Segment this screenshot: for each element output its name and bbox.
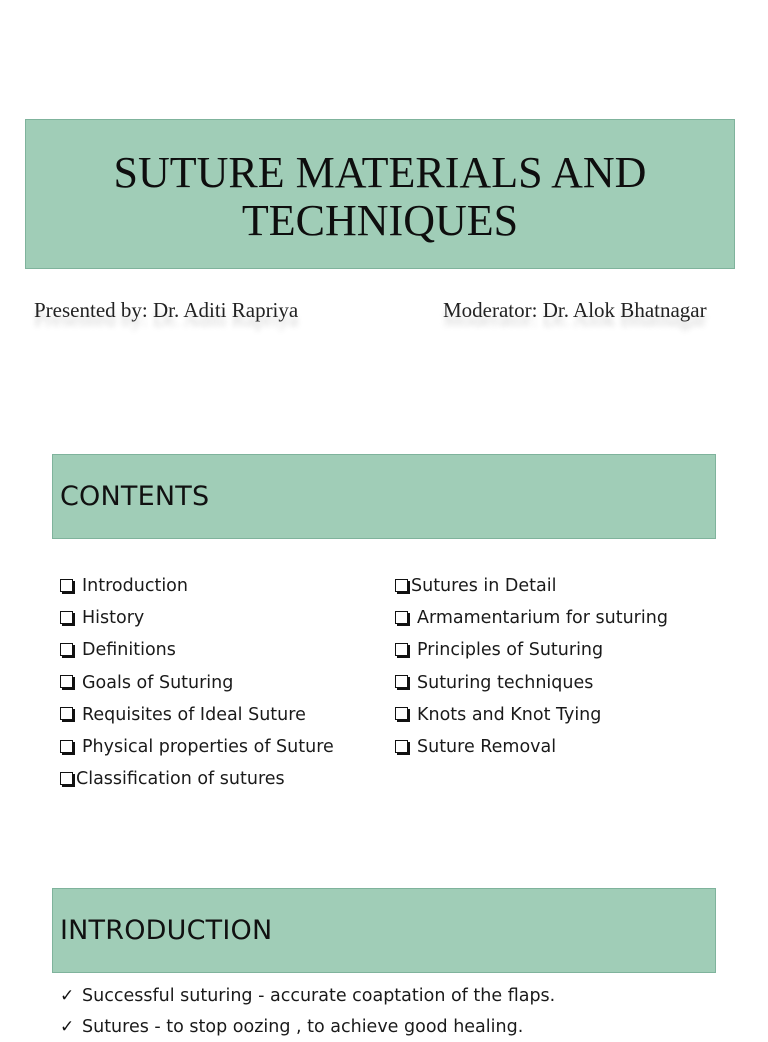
title-banner xyxy=(25,119,735,269)
list-item: Suturing techniques xyxy=(395,667,668,699)
checkbox-square-icon xyxy=(60,675,73,688)
list-item: Armamentarium for suturing xyxy=(395,602,668,634)
introduction-heading: INTRODUCTION xyxy=(60,915,273,946)
contents-list-right xyxy=(395,570,668,763)
list-item: Classification of sutures xyxy=(60,763,334,795)
list-item: Requisites of Ideal Suture xyxy=(60,699,334,731)
slide-title: SUTURE MATERIALS AND TECHNIQUES xyxy=(113,148,647,245)
contents-heading: CONTENTS xyxy=(60,481,210,512)
checkbox-square-icon xyxy=(60,611,73,624)
list-item: ✓ Successful suturing - accurate coaptation of the flaps. xyxy=(60,985,556,1006)
checkbox-square-icon xyxy=(60,772,73,785)
contents-header-bar xyxy=(52,454,716,539)
list-item: Knots and Knot Tying xyxy=(395,699,668,731)
checkbox-square-icon xyxy=(395,675,408,688)
checkbox-square-icon xyxy=(60,579,73,592)
introduction-bullets xyxy=(60,980,555,1042)
list-item: History xyxy=(60,602,334,634)
list-item: Suture Removal xyxy=(395,731,668,763)
checkbox-square-icon xyxy=(60,740,73,753)
list-item: Physical properties of Suture xyxy=(60,731,334,763)
checkbox-square-icon xyxy=(395,707,408,720)
list-item: Sutures in Detail xyxy=(395,570,668,602)
list-item: Definitions xyxy=(60,634,334,666)
presenter-name: Presented by: Dr. Aditi Rapriya xyxy=(34,298,299,322)
checkmark-icon: ✓ xyxy=(60,985,75,1006)
checkbox-square-icon xyxy=(395,611,408,624)
list-item: Principles of Suturing xyxy=(395,634,668,666)
checkmark-icon: ✓ xyxy=(60,1016,75,1037)
list-item: Introduction xyxy=(60,570,334,602)
contents-list-left xyxy=(60,570,334,795)
checkbox-square-icon xyxy=(60,643,73,656)
checkbox-square-icon xyxy=(395,579,408,592)
moderator-name: Moderator: Dr. Alok Bhatnagar xyxy=(443,298,707,322)
introduction-header-bar xyxy=(52,888,716,973)
checkbox-square-icon xyxy=(395,740,408,753)
checkbox-square-icon xyxy=(395,643,408,656)
list-item: ✓ Sutures - to stop oozing , to achieve good healing. xyxy=(60,1016,524,1037)
list-item: Goals of Suturing xyxy=(60,667,334,699)
checkbox-square-icon xyxy=(60,707,73,720)
